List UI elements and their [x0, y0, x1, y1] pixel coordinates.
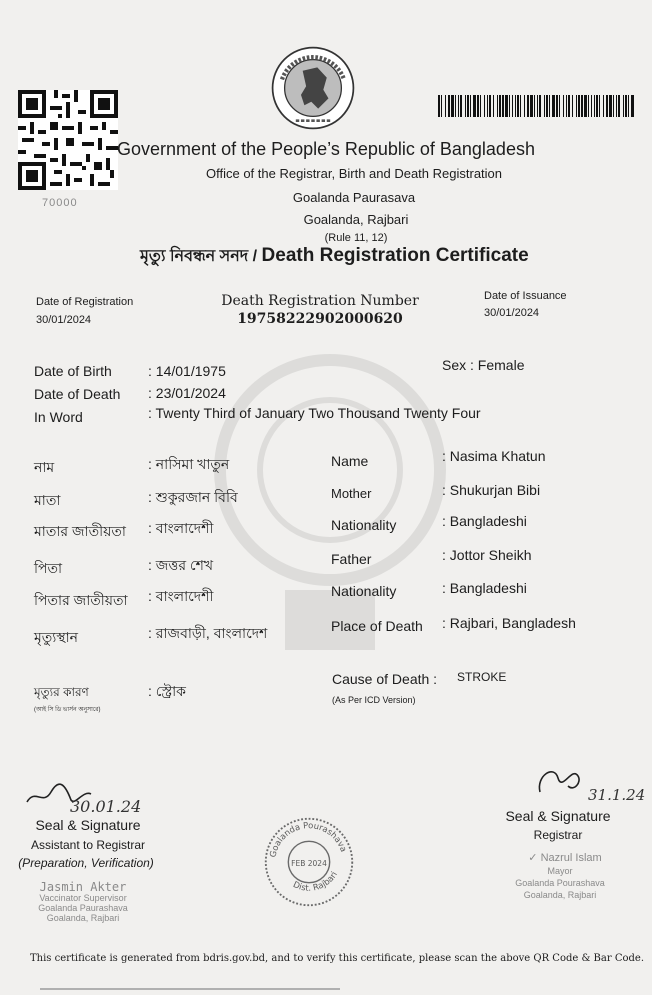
cause-en-label: Cause of Death : — [332, 671, 438, 687]
en-value-text: Jottor Sheikh — [449, 547, 532, 563]
registration-number-label: Death Registration Number — [221, 293, 419, 309]
left-sign-role: Assistant to Registrar — [30, 838, 146, 852]
en-label: Mother — [331, 486, 372, 501]
bn-value-text: শুকুরজান বিবি — [155, 489, 238, 505]
date-of-registration-value: 30/01/2024 — [36, 314, 92, 326]
bottom-bleed-line — [40, 988, 340, 990]
registrar-signature-scribble-icon — [532, 762, 592, 798]
seal-date-text: FEB 2024 — [291, 858, 327, 868]
verification-footer: This certificate is generated from bdris.gov.bd, and to verify this certificate, please scan the above QR Code & Bar Code. — [30, 953, 644, 964]
en-label: Nationality — [331, 583, 397, 599]
en-value-text: Bangladeshi — [449, 580, 527, 596]
en-value: : Bangladeshi — [442, 513, 527, 529]
bn-value-text: রাজবাড়ী, বাংলাদেশ — [155, 625, 268, 641]
date-of-birth-label: Date of Birth — [34, 363, 112, 379]
bn-value-text: নাসিমা খাতুন — [155, 456, 230, 472]
bn-label: পিতা — [34, 560, 63, 576]
in-word-value: : Twenty Third of January Two Thousand Twenty Four — [148, 405, 481, 421]
cause-bn-value-text: স্ট্রোক — [155, 683, 186, 699]
in-word-text: Twenty Third of January Two Thousand Twenty Four — [155, 405, 481, 421]
en-value-text: Nasima Khatun — [449, 448, 546, 464]
barcode-icon — [438, 95, 634, 117]
en-label: Name — [331, 453, 369, 469]
office-name: Office of the Registrar, Birth and Death Registration — [205, 166, 503, 181]
seal-bottom-text: Dist. Rajbari — [291, 869, 340, 893]
government-emblem-icon — [270, 45, 356, 131]
date-of-birth-text: 14/01/1975 — [155, 363, 226, 379]
authority-name: Goalanda Paurasava — [292, 190, 416, 205]
right-sign-line1: Mayor — [547, 866, 573, 876]
date-of-death-text: 23/01/2024 — [155, 385, 226, 401]
bn-label: মাতা — [34, 492, 61, 508]
date-of-issuance-value: 30/01/2024 — [484, 307, 540, 319]
cause-bn-label: মৃত্যুর কারণ — [34, 685, 89, 699]
right-sign-handwriting: 31.1.24 — [588, 786, 646, 804]
date-of-death-label: Date of Death — [34, 386, 121, 402]
en-value: : Nasima Khatun — [442, 448, 546, 464]
en-label: Place of Death — [331, 618, 423, 634]
en-value-text: Bangladeshi — [449, 513, 527, 529]
left-sign-note: (Preparation, Verification) — [18, 856, 154, 870]
certificate-title-en: Death Registration Certificate — [261, 245, 529, 266]
bn-label: নাম — [34, 459, 55, 475]
left-sign-line1: Vaccinator Supervisor — [39, 893, 127, 903]
en-value: : Rajbari, Bangladesh — [442, 615, 576, 631]
date-of-death-value: : 23/01/2024 — [148, 385, 226, 401]
bn-value: : নাসিমা খাতুন — [148, 456, 230, 472]
left-sign-line3: Goalanda, Rajbari — [46, 913, 120, 923]
en-value: : Bangladeshi — [442, 580, 527, 596]
sex-value: Sex : Female — [442, 357, 525, 373]
en-value: : Jottor Sheikh — [442, 547, 532, 563]
left-sign-handwriting: 30.01.24 — [70, 797, 142, 816]
rule-text: (Rule 11, 12) — [324, 232, 388, 244]
bn-label: পিতার জাতীয়তা — [34, 592, 128, 608]
date-of-birth-value: : 14/01/1975 — [148, 363, 226, 379]
bn-label: মাতার জাতীয়তা — [34, 523, 126, 539]
en-value: : Shukurjan Bibi — [442, 482, 541, 498]
bn-value: : বাংলাদেশী — [148, 588, 214, 604]
left-sign-name: Jasmin Akter — [39, 880, 127, 894]
date-of-registration-label: Date of Registration — [36, 296, 134, 308]
qr-caption: 70000 — [42, 197, 78, 209]
bn-value: : শুকুরজান বিবি — [148, 489, 238, 505]
date-of-issuance-label: Date of Issuance — [484, 290, 567, 302]
certificate-title — [140, 243, 529, 270]
cause-en-value: STROKE — [457, 670, 507, 684]
left-sign-title: Seal & Signature — [35, 817, 141, 833]
left-sign-line2: Goalanda Paurashava — [38, 903, 128, 913]
location-text: Goalanda, Rajbari — [303, 212, 409, 227]
right-sign-role: Registrar — [533, 828, 583, 842]
right-sign-line3: Goalanda, Rajbari — [523, 890, 597, 900]
bn-value: : রাজবাড়ী, বাংলাদেশ — [148, 625, 268, 641]
bn-value: : বাংলাদেশী — [148, 520, 214, 536]
right-sign-name-text: Nazrul Islam — [540, 852, 602, 864]
government-title: Government of the People’s Republic of Bangladesh — [117, 139, 535, 159]
bn-value-text: বাংলাদেশী — [155, 588, 214, 604]
en-label: Father — [331, 551, 372, 567]
en-value-text: Shukurjan Bibi — [449, 482, 541, 498]
bn-value: : জত্তর শেখ — [148, 557, 214, 573]
official-seal-icon — [262, 815, 356, 909]
right-sign-line2: Goalanda Pourashava — [515, 878, 605, 888]
right-sign-title: Seal & Signature — [505, 808, 611, 824]
bn-value-text: জত্তর শেখ — [155, 557, 214, 573]
cause-bn-value: : স্ট্রোক — [148, 683, 186, 699]
certificate-title-bn: মৃত্যু নিবন্ধন সনদ / — [140, 248, 258, 265]
registration-number-value: 19758222902000620 — [237, 311, 403, 327]
right-sign-name: ✓ Nazrul Islam — [528, 852, 602, 864]
cause-en-sub: (As Per ICD Version) — [332, 695, 416, 705]
en-value-text: Rajbari, Bangladesh — [449, 615, 576, 631]
cause-en-label-text: Cause of Death — [332, 671, 430, 687]
bn-value-text: বাংলাদেশী — [155, 520, 214, 536]
en-label: Nationality — [331, 517, 397, 533]
bn-label: মৃত্যুস্থান — [34, 629, 79, 645]
seal-top-text: Goalanda Pourashava — [267, 820, 350, 859]
cause-bn-sub: (আই সি ডি ভার্সন অনুসারে) — [34, 707, 101, 713]
in-word-label: In Word — [34, 409, 83, 425]
